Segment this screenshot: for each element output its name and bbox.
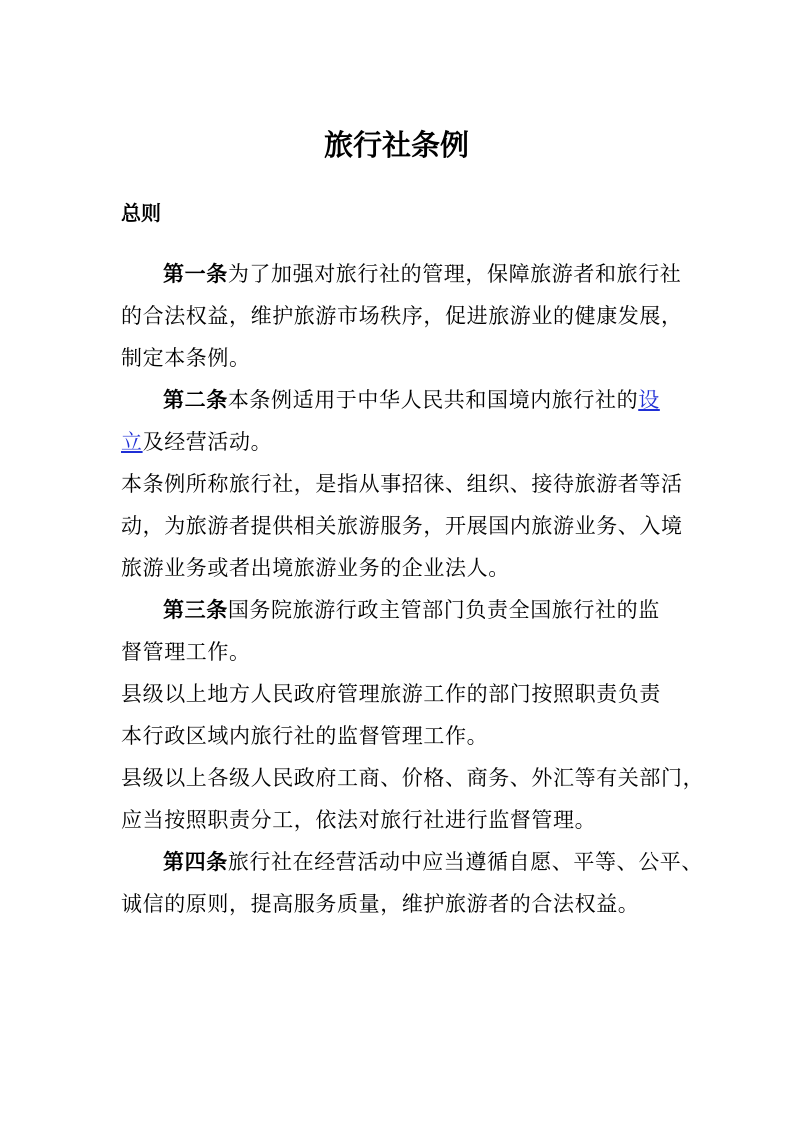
article-4-line-2: 诚信的原则，提高服务质量，维护旅游者的合法权益。 bbox=[121, 892, 640, 916]
establish-link-part-2[interactable]: 立 bbox=[121, 430, 143, 454]
article-3-para-3-line-1: 县级以上各级人民政府工商、价格、商务、外汇等有关部门， bbox=[121, 766, 705, 790]
article-3-label: 第三条 bbox=[163, 598, 228, 622]
article-4-line-1 bbox=[121, 841, 704, 883]
article-1-line-1 bbox=[121, 253, 681, 295]
article-2-label: 第二条 bbox=[163, 388, 228, 412]
article-2-line-2-rest: 及经营活动。 bbox=[142, 430, 273, 454]
article-3-para-3-line-2: 应当按照职责分工，依法对旅行社进行监督管理。 bbox=[121, 808, 597, 832]
article-1-label: 第一条 bbox=[163, 262, 228, 286]
article-3-para-2-line-2: 本行政区域内旅行社的监督管理工作。 bbox=[121, 724, 489, 748]
article-3-line-2: 督管理工作。 bbox=[121, 640, 251, 664]
article-2-line-1 bbox=[121, 379, 681, 421]
section-heading: 总则 bbox=[121, 201, 161, 225]
article-2-para-2-line-1: 本条例所称旅行社，是指从事招徕、组织、接待旅游者等活 bbox=[121, 472, 683, 496]
establish-link-part-1[interactable]: 设 bbox=[638, 388, 660, 412]
article-1-line-2: 的合法权益，维护旅游市场秩序，促进旅游业的健康发展， bbox=[121, 304, 683, 328]
article-1-text: 为了加强对旅行社的管理，保障旅游者和旅行社 bbox=[227, 262, 682, 286]
article-1-line-3: 制定本条例。 bbox=[121, 346, 251, 370]
article-3-para-2-line-1: 县级以上地方人民政府管理旅游工作的部门按照职责负责 bbox=[121, 682, 661, 706]
document-title: 旅行社条例 bbox=[323, 128, 469, 162]
article-2-para-2-line-2: 动，为旅游者提供相关旅游服务，开展国内旅游业务、入境 bbox=[121, 514, 683, 538]
article-4-text: 旅行社在经营活动中应当遵循自愿、平等、公平、 bbox=[227, 850, 704, 874]
article-2-line-2 bbox=[121, 421, 681, 463]
article-3-text: 国务院旅游行政主管部门负责全国旅行社的监 bbox=[227, 598, 660, 622]
article-2-para-2-line-3: 旅游业务或者出境旅游业务的企业法人。 bbox=[121, 556, 510, 580]
document-body bbox=[121, 253, 705, 925]
article-4-label: 第四条 bbox=[163, 850, 228, 874]
article-2-text: 本条例适用于中华人民共和国境内旅行社的 bbox=[227, 388, 639, 412]
article-3-line-1 bbox=[121, 589, 681, 631]
